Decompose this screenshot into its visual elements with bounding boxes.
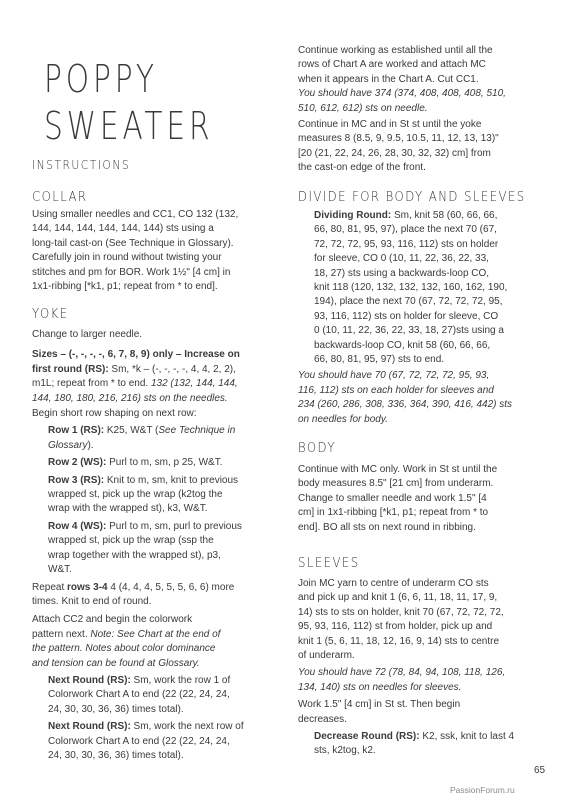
- dividing-text: 18, 27) sts using a backwards-loop CO,: [314, 267, 490, 279]
- collar-line: long-tail cast-on (See Technique in Glossary).: [32, 237, 234, 249]
- repeat-text: times. Knit to end of round.: [32, 595, 152, 607]
- holder-note: You should have 70 (67, 72, 72, 72, 95, 93,: [298, 370, 490, 382]
- continue-text: [298, 44, 544, 176]
- instructions-heading: INSTRUCTIONS: [32, 158, 131, 172]
- page-number: 65: [534, 765, 546, 776]
- sizes-label: first round (RS):: [32, 363, 109, 375]
- row2-label: Row 2 (WS):: [48, 457, 107, 469]
- body-text: [298, 463, 544, 535]
- row4-text: wrapped st, pick up the wrap (ssp the: [48, 535, 214, 547]
- dividing-text: 72, 72, 72, 95, 93, 116, 112) sts on holder: [314, 238, 499, 250]
- attach-note: the pattern. Notes about color dominance: [32, 643, 216, 655]
- row4-text: wrap together with the wrapped st), p3,: [48, 549, 221, 561]
- stitch-count-note: You should have 374 (374, 408, 408, 408, 510,: [298, 88, 506, 100]
- work-line: Work 1.5" [4 cm] in St st. Then begin: [298, 699, 461, 711]
- sleeves-line: 14) sts to sts on holder, knit 70 (67, 72, 72, 72,: [298, 606, 504, 618]
- collar-line: 1x1-ribbing [*k1, p1; repeat from * to end].: [32, 281, 218, 293]
- row1-text: ).: [87, 439, 94, 451]
- row1-label: Row 1 (RS):: [48, 425, 105, 437]
- attach-note: and tension can be found at Glossary.: [32, 657, 200, 669]
- sizes-text: m1L; repeat from * to end.: [32, 378, 151, 390]
- continue-line: Continue working as established until all the: [298, 45, 493, 56]
- yoke-text: [32, 328, 276, 763]
- dividing-text: 66, 80, 81, 95, 97), place the next 70 (67,: [314, 224, 497, 236]
- sleeves-text: [298, 577, 544, 759]
- sleeves-line: 95, 93, 116, 112) st from holder, pick up and: [298, 621, 493, 633]
- body-line: cm] in 1x1-ribbing [*k1, p1; repeat from * to: [298, 507, 489, 519]
- holder-note: on needles for body.: [298, 413, 388, 425]
- dividing-text: knit 118 (120, 132, 132, 132, 160, 162, 190,: [314, 282, 508, 294]
- begin-short-rows: Begin short row shaping on next row:: [32, 408, 197, 420]
- next-round-text: Colorwork Chart A to end (22 (22, 24, 24,: [48, 735, 230, 747]
- sleeve-count-note: You should have 72 (78, 84, 94, 108, 118, 126,: [298, 667, 506, 679]
- body-line: body measures 8.5" [21 cm] from underarm.: [298, 478, 494, 490]
- divide-heading: DIVIDE FOR BODY AND SLEEVES: [298, 190, 526, 205]
- row1-note: See Technique in: [158, 425, 236, 437]
- yoke-measure-line: the cast-on edge of the front.: [298, 162, 426, 174]
- title-line-1: POPPY: [44, 57, 158, 101]
- title-line-2: SWEATER: [44, 104, 214, 148]
- dividing-text: 93, 116, 112) sts on holder for sleeve, CO: [314, 310, 499, 322]
- decrease-text: sts, k2tog, k2.: [314, 745, 376, 757]
- holder-note: 234 (260, 286, 308, 336, 364, 390, 416, 442) sts: [298, 399, 513, 411]
- dividing-text: backwards-loop CO, knit 58 (60, 66, 66,: [314, 339, 491, 351]
- body-line: end]. BO all sts on next round in ribbing.: [298, 521, 476, 533]
- watermark: PassionForum.ru: [450, 785, 515, 795]
- row3-text: wrap with the wrapped st), k3, W&T.: [48, 503, 208, 515]
- next-round-label: Next Round (RS):: [48, 674, 131, 686]
- row4-text: W&T.: [48, 564, 72, 576]
- row4-label: Row 4 (WS):: [48, 520, 107, 532]
- collar-line: stitches and pm for BOR. Work 1½" [4 cm] in: [32, 266, 231, 278]
- yoke-heading: YOKE: [32, 307, 69, 322]
- body-heading: BODY: [298, 441, 336, 456]
- row3-text: Knit to m, sm, knit to previous: [104, 474, 239, 486]
- attach-text: Attach CC2 and begin the colorwork: [32, 614, 193, 626]
- decrease-round-label: Decrease Round (RS):: [314, 731, 420, 743]
- row4-text: Purl to m, sm, purl to previous: [106, 520, 242, 532]
- dividing-text: 194), place the next 70 (67, 72, 72, 72, 95,: [314, 296, 503, 308]
- row1-note: Glossary: [48, 439, 88, 451]
- dividing-text: Sm, knit 58 (60, 66, 66,: [391, 210, 498, 221]
- next-round-label: Next Round (RS):: [48, 721, 131, 733]
- row3-label: Row 3 (RS):: [48, 474, 105, 486]
- row1-text: K25, W&T (: [104, 425, 159, 437]
- dividing-text: 66, 80, 81, 95, 97) sts to end.: [314, 354, 445, 366]
- sizes-text: Sm, *k – (-, -, -, -, 4, 4, 2, 2),: [108, 363, 236, 375]
- sizes-note: 132 (132, 144, 144,: [150, 378, 238, 390]
- collar-line: 144, 144, 144, 144, 144, 144) sts using a: [32, 223, 214, 235]
- body-line: Change to smaller needle and work 1.5" [4: [298, 492, 487, 504]
- collar-text: [32, 208, 276, 294]
- attach-text: pattern next.: [32, 628, 91, 640]
- holder-note: 116, 112) sts on each holder for sleeves and: [298, 384, 494, 396]
- sleeves-line: and pick up and knit 1 (6, 6, 11, 18, 11, 17, 9,: [298, 592, 498, 604]
- next-round-text: 24, 30, 30, 36, 36) times total).: [48, 749, 184, 761]
- pattern-title: [44, 56, 214, 150]
- dividing-round-label: Dividing Round:: [314, 210, 392, 221]
- next-round-text: Colorwork Chart A to end (22 (22, 24, 24,: [48, 689, 230, 701]
- continue-line: when it appears in the Chart A. Cut CC1.: [298, 73, 479, 85]
- yoke-measure-line: [20 (21, 22, 24, 26, 28, 30, 32, 32) cm] from: [298, 147, 491, 159]
- stitch-count-note: 510, 612, 612) sts on needle.: [298, 102, 428, 114]
- sleeves-line: of underarm.: [298, 650, 355, 662]
- collar-line: Using smaller needles and CC1, CO 132 (132,: [32, 209, 239, 220]
- body-line: Continue with MC only. Work in St st until the: [298, 464, 498, 475]
- sleeves-line: Join MC yarn to centre of underarm CO sts: [298, 578, 489, 589]
- divide-text: [298, 209, 544, 427]
- sizes-label: Sizes – (-, -, -, -, 6, 7, 8, 9) only – Increase on: [32, 349, 240, 361]
- row3-text: wrapped st, pick up the wrap (k2tog the: [48, 489, 223, 501]
- next-round-text: Sm, work the row 1 of: [130, 674, 231, 686]
- decrease-text: K2, ssk, knit to last 4: [419, 731, 515, 743]
- sleeve-count-note: 134, 140) sts on needles for sleeves.: [298, 681, 462, 693]
- sleeves-heading: SLEEVES: [298, 556, 360, 571]
- next-round-text: Sm, work the next row of: [130, 721, 244, 733]
- repeat-text: 4 (4, 4, 4, 5, 5, 5, 6, 6) more: [107, 581, 235, 593]
- collar-heading: COLLAR: [32, 190, 88, 205]
- next-round-text: 24, 30, 30, 36, 36) times total).: [48, 703, 184, 715]
- dividing-text: for sleeve, CO 0 (10, 11, 22, 36, 22, 33,: [314, 253, 489, 265]
- sleeves-line: knit 1 (5, 6, 11, 18, 12, 16, 9, 14) sts to centre: [298, 635, 500, 647]
- dividing-text: 0 (10, 11, 22, 36, 22, 33, 18, 27)sts using a: [314, 325, 504, 337]
- continue-line: rows of Chart A are worked and attach MC: [298, 59, 486, 71]
- yoke-measure-line: Continue in MC and in St st until the yoke: [298, 119, 482, 131]
- repeat-text: Repeat: [32, 581, 68, 593]
- row2-text: Purl to m, sm, p 25, W&T.: [106, 457, 223, 469]
- collar-line: Carefully join in round without twisting your: [32, 252, 222, 264]
- sizes-note: 144, 180, 180, 216, 216) sts on the needles.: [32, 392, 228, 404]
- repeat-rows: rows 3-4: [67, 581, 108, 593]
- work-line: decreases.: [298, 713, 347, 725]
- yoke-measure-line: measures 8 (8.5, 9, 9.5, 10.5, 11, 12, 13, 13)": [298, 133, 499, 145]
- attach-note: Note: See Chart at the end of: [90, 628, 221, 640]
- yoke-change: Change to larger needle.: [32, 329, 143, 340]
